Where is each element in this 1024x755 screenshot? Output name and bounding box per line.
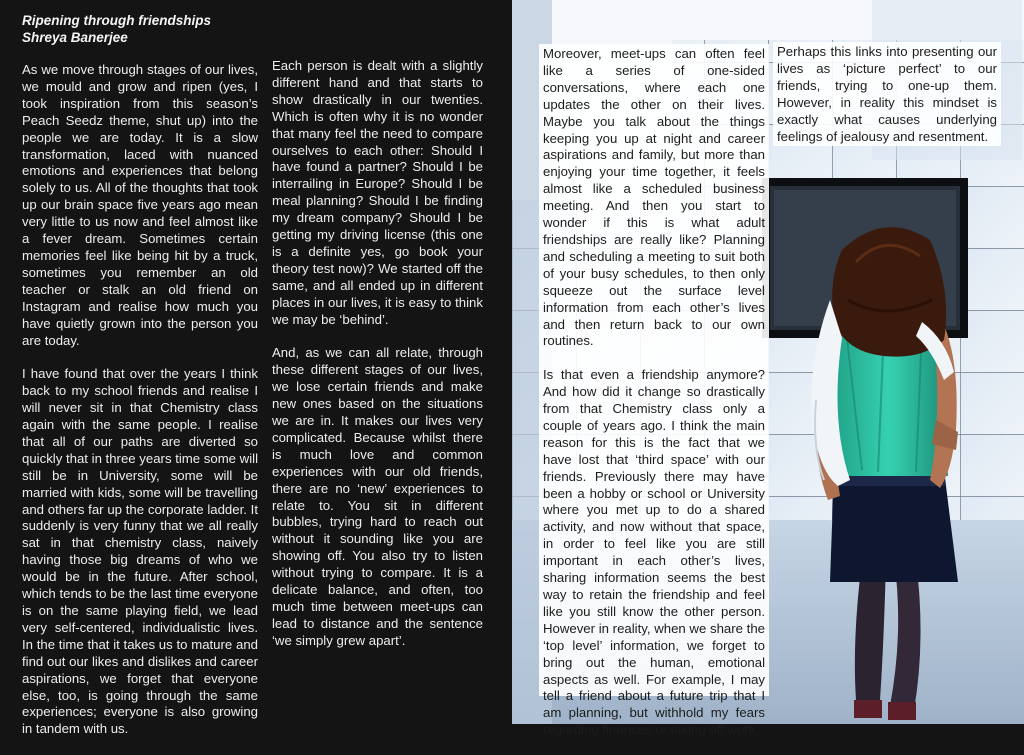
text-column-2 — [272, 58, 483, 667]
article-header — [22, 12, 211, 46]
article-author: Shreya Banerjee — [22, 30, 128, 45]
paragraph: Moreover, meet-ups can often feel like a series of one-sided conversations, where each one updates the other on their lives. Maybe you talk about the things keeping you up at night and career aspirations and family, but more than enjoying your time together, it feels almost like a scheduled business meeting. And then you start to wonder if this is what adult friendships are really like? Planning and scheduling a meeting to suit both of your busy schedules, to then only squeeze out the surface level information from each other’s lives and then return back to our own routines. — [543, 46, 765, 349]
article-title: Ripening through friendships — [22, 13, 211, 28]
left-page — [0, 0, 512, 737]
paragraph: I have found that over the years I think back to my school friends and realise I will never sit in that Chemistry class again with the same people. I realise that all of our paths are diverted so quickly that in three years time some will still be in University, some will be married with kids, some will be travelling and others far up the corporate ladder. It suddenly is very funny that we all really sat in that chemistry class, naively having those big dreams of who we would be in the future. After school, which tends to be the last time everyone is on the same playing field, we lead very self-centered, individualistic lives. In the time that it takes us to mature and find out our likes and dislikes and career aspirations, we forget that everyone else, too, is going through the same experiences; everyone is also growing in tandem with us. — [22, 366, 258, 737]
text-column-3 — [539, 44, 769, 738]
paragraph: And, as we can all relate, through these different stages of our lives, we lose certain friends and make new ones based on the situations we are in. It makes our lives very complicated. Because whilst there is much love and common experiences with our old friends, there are no ‘new’ experiences to relate to. You sit in different bubbles, trying hard to reach out without it sounding like you are showing off. You also try to listen without trying to compare. It is a delicate balance, and often, too much time between meet-ups can lead to distance and the sentence ‘we simply grew apart’. — [272, 345, 483, 648]
paragraph: Each person is dealt with a slightly different hand and that starts to show drastically in our twenties. Which is often why it is no wonder that many feel the need to compare ourselves to each other: Should I have found a partner? Should I be interrailing in Europe? Should I be meal planning? Should I be finding my dream company? Should I be getting my driving license (this one is a definite yes, go book your theory test now)? We started off the same, and all ended up in different places in our lives, it is easy to think we may be ‘behind’. — [272, 58, 483, 327]
paragraph: Perhaps this links into presenting our lives as ‘picture perfect’ to our friends, trying to one-up them. However, in reality this mindset is exactly what causes underlying feelings of jealousy and resentment. — [777, 44, 997, 144]
paragraph: Is that even a friendship anymore? And how did it change so drastically from that Chemistry class only a couple of years ago. I think the main reason for this is the fact that we have lost that ‘third space’ with our friends. Previously there may have been a hobby or school or University where you met up to do a shared activity, and now without that space, in order to feel like you are still important in each other’s lives, sharing information seems the best way to retain the friendship and feel like you still know the other person. However in reality, when we share the ‘top level’ information, we forget to bring out the human, emotional aspects as well. For example, I may tell a friend about a future trip that I am planning, but withhold my fears regarding finances or taking off work. — [543, 367, 765, 738]
paragraph: As we move through stages of our lives, we mould and grow and ripen (yes, I took inspiration from this season’s Peach Seedz theme, shut up) into the people we are today. It is a slow transformation, laced with nuanced emotions and experiences that belong solely to us. All of the thoughts that took up our brain space five years ago mean very little to us now and feel almost like a fever dream. Sometimes certain memories feel like being hit by a truck, sometimes you remember an old teacher or stalk an old friend on Instagram and realise how much you have quietly grown into the person you are today. — [22, 62, 258, 348]
text-column-4 — [773, 42, 1001, 146]
text-column-1 — [22, 62, 258, 755]
right-page — [512, 0, 1024, 738]
